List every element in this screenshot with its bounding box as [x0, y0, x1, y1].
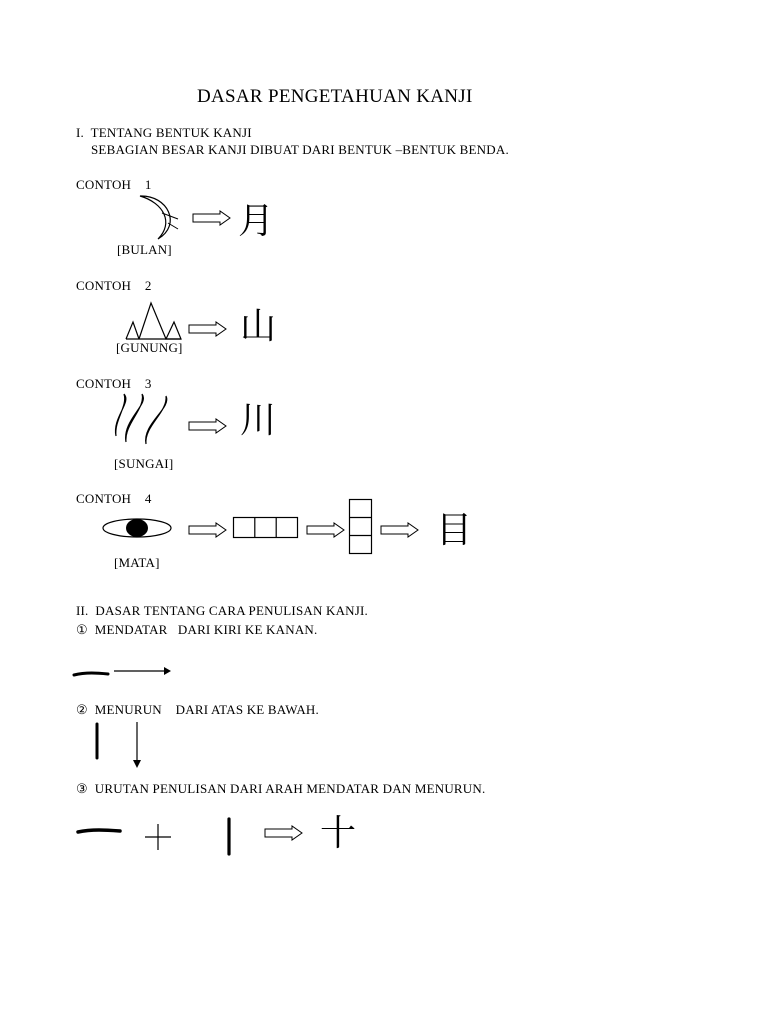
kanji-bulan: 月	[238, 201, 275, 242]
arrow-right-icon	[188, 418, 228, 434]
plus-icon	[143, 822, 173, 852]
rule-1-text: ① MENDATAR DARI KIRI KE KANAN.	[76, 622, 318, 637]
kanji-gunung: 山	[240, 306, 277, 347]
arrow-right-icon	[188, 522, 228, 538]
section-1-heading: I. TENTANG BENTUK KANJI	[76, 125, 252, 140]
section-2-heading: II. DASAR TENTANG CARA PENULISAN KANJI.	[76, 603, 369, 618]
vertical-stroke-glyph	[222, 816, 236, 858]
horizontal-stroke-glyph	[76, 818, 124, 842]
arrow-right-icon	[380, 522, 420, 538]
kanji-mata: 目	[436, 510, 473, 551]
example-2-caption: [GUNUNG]	[116, 340, 183, 355]
arrow-right-icon	[306, 522, 346, 538]
example-1-label: CONTOH 1	[76, 177, 152, 192]
example-3-caption: [SUNGAI]	[114, 456, 174, 471]
vertical-stroke-diagram	[90, 720, 150, 770]
horizontal-stroke-diagram	[72, 663, 172, 683]
arrow-right-icon	[264, 825, 304, 841]
rule-2-text: ② MENURUN DARI ATAS KE BAWAH.	[76, 702, 319, 717]
kanji-sungai: 川	[240, 400, 277, 441]
kanji-juu: 十	[320, 813, 357, 854]
example-1-caption: [BULAN]	[117, 242, 172, 257]
example-3-label: CONTOH 3	[76, 376, 152, 391]
page-title: DASAR PENGETAHUAN KANJI	[197, 86, 473, 107]
example-4-label: CONTOH 4	[76, 491, 152, 506]
arrow-right-icon	[188, 321, 228, 337]
eye-icon	[100, 514, 174, 542]
river-icon	[110, 390, 180, 448]
mountain-icon	[124, 300, 184, 342]
example-4-caption: [MATA]	[114, 555, 160, 570]
section-1-description: SEBAGIAN BESAR KANJI DIBUAT DARI BENTUK –BENTUK BENDA.	[91, 142, 509, 157]
vertical-boxes-icon	[349, 499, 373, 555]
rule-3-text: ③ URUTAN PENULISAN DARI ARAH MENDATAR DAN MENURUN.	[76, 781, 486, 796]
moon-icon	[130, 193, 190, 243]
arrow-right-icon	[192, 210, 232, 226]
example-2-label: CONTOH 2	[76, 278, 152, 293]
horizontal-boxes-icon	[233, 517, 299, 539]
